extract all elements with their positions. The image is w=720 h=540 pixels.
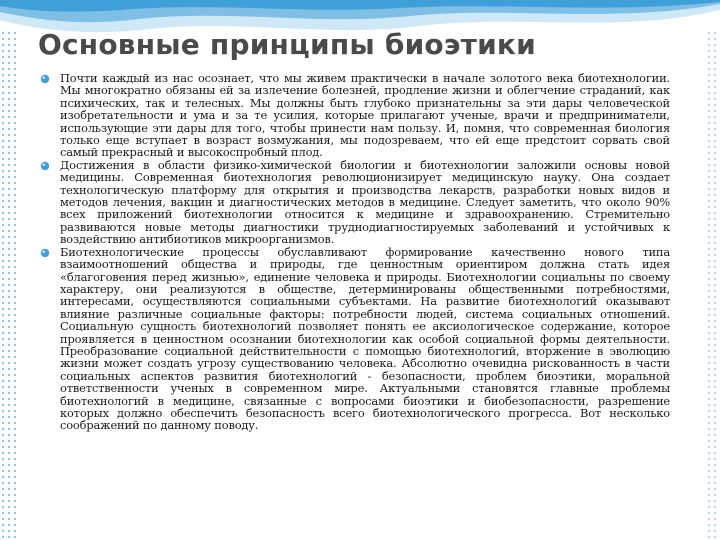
bullet-text: Почти каждый из нас осознает, что мы живем практически в начале золотого века биотехнологии. Мы многократно обязаны ей за излечение болезней, продление жизни и облегчение страданий, как психических, так и телесных. Мы должны быть глубоко признательны за эти дары человеческой изобретательности и ума и за те усилия, которые прилагают ученые, врачи и предприниматели, использующие эти дары для того, чтобы принести нам пользу. И, помня, что современная биология только еще вступает в возраст возмужания, мы подозреваем, что ей еще предстоит сорвать свой самый прекрасный и высокоспробный плод. xyxy=(60,71,670,160)
bullet-item xyxy=(38,246,670,432)
bullet-text: Биотехнологические процессы обуславливают формирование качественно нового типа взаимоотношений общества и природы, где ценностным ориентиром должна стать идея «благоговения перед жизнью», единение человека и природы. Биотехнологии социальны по своему характеру, они реализуются в обществе, детерминированы общественными потребностями, интересами, осуществляются социальными субъектами. На развитие биотехнологий оказывают влияние различные социальные факторы: потребности людей, система социальных отношений. Социальную сущность биотехнологий позволяет понять ее аксиологическое содержание, которое проявляется в ценностном осознании биотехнологии как особой социальной формы деятельности. Преобразование социальной действительности с помощью биотехнологий, вторжение в эволюцию жизни может создать угрозу существованию человека. Абсолютно очевидна рискованность в части социальных аспектов развития биотехнологий - безопасности, проблем биоэтики, моральной ответственности ученых в современном мире. Актуальными становятся главные проблемы биотехнологий в медицине, связанные с вопросами биоэтики и биобезопасности, разрешение которых должно обеспечить безопасность всего биотехнологического прогресса. Вот несколько соображений по данному поводу. xyxy=(60,244,670,433)
bullet-icon xyxy=(40,248,50,258)
bullet-icon xyxy=(40,74,50,84)
slide-title: Основные принципы биоэтики xyxy=(38,28,536,61)
bullet-list xyxy=(38,72,670,432)
bullet-icon xyxy=(40,161,50,171)
right-dotted-border xyxy=(700,30,720,540)
bullet-item xyxy=(38,72,670,159)
bullet-item xyxy=(38,159,670,246)
bullet-text: Достижения в области физико-химической биологии и биотехнологии заложили основы новой медицины. Современная биотехнология революционизирует медицинскую науку. Она создает технологическую платформу для открытия и производства лекарств, разработки новых видов и методов лечения, вакцин и диагностических методов в медицине. Следует заметить, что около 90% всех приложений биотехнологии относится к медицине и здравоохранению. Стремительно развиваются новые методы диагностики труднодиагностируемых заболеваний и устойчивых к воздействию антибиотиков микроорганизмов. xyxy=(60,157,670,247)
left-dotted-border xyxy=(0,30,26,540)
